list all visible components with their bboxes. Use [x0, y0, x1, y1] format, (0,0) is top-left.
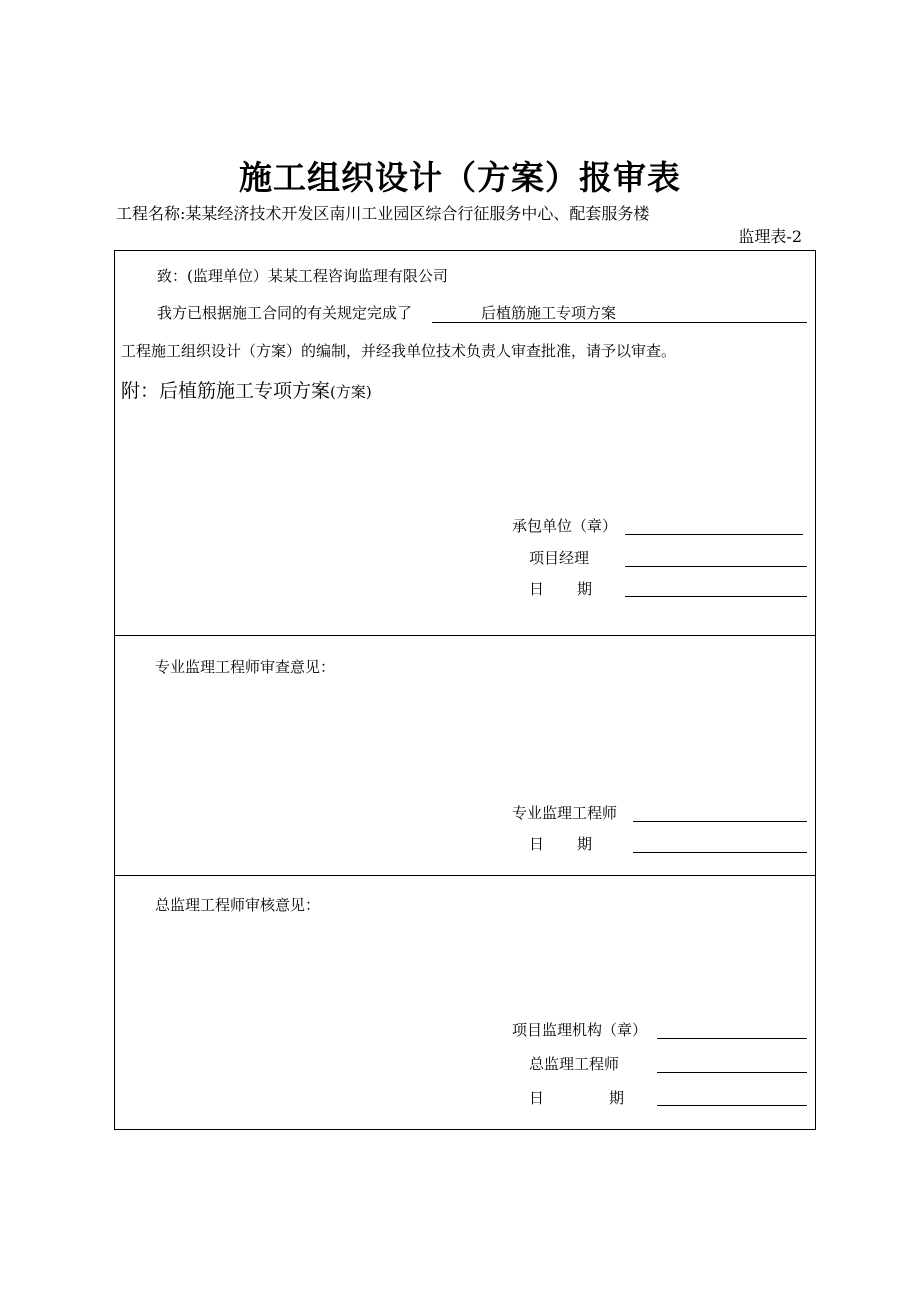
specialist-date-label-2: 期	[577, 835, 593, 853]
specialist-date-line[interactable]	[633, 852, 807, 853]
specialist-engineer-label: 专业监理工程师	[512, 804, 618, 822]
chief-engineer-label: 总监理工程师	[529, 1055, 620, 1073]
supervision-org-seal-line[interactable]	[657, 1038, 807, 1039]
project-name: 工程名称:某某经济技术开发区南川工业园区综合行征服务中心、配套服务楼	[116, 204, 650, 223]
attachment-prefix: 附：	[121, 380, 160, 402]
specialist-review-section	[115, 636, 815, 876]
contractor-date-label-1: 日	[529, 580, 545, 598]
contractor-date-line[interactable]	[625, 596, 807, 597]
project-manager-label: 项目经理	[529, 549, 590, 567]
chief-review-section	[115, 876, 815, 1129]
addressee-line: 致：(监理单位）某某工程咨询监理有限公司	[157, 267, 448, 285]
contractor-seal-label: 承包单位（章）	[512, 517, 618, 535]
specialist-review-heading: 专业监理工程师审查意见：	[155, 658, 336, 676]
compilation-line: 工程施工组织设计（方案）的编制，并经我单位技术负责人审查批准，请予以审查。	[121, 342, 677, 360]
chief-date-label-2: 期	[609, 1089, 625, 1107]
specialist-engineer-line[interactable]	[633, 821, 807, 822]
completion-fill-text: 后植筋施工专项方案	[481, 304, 617, 322]
attachment-suffix: (方案)	[330, 383, 372, 401]
chief-engineer-line[interactable]	[657, 1072, 807, 1073]
attachment-line	[121, 377, 372, 406]
chief-review-heading: 总监理工程师审核意见：	[155, 896, 321, 914]
specialist-date-label-1: 日	[529, 835, 545, 853]
page-title: 施工组织设计（方案）报审表	[239, 158, 681, 197]
approval-form-table	[114, 250, 816, 1130]
completion-line-prefix: 我方已根据施工合同的有关规定完成了	[157, 304, 413, 322]
supervision-org-seal-label: 项目监理机构（章）	[512, 1021, 648, 1039]
contractor-date-label-2: 期	[577, 580, 593, 598]
attachment-name: 后植筋施工专项方案	[159, 380, 331, 402]
contractor-seal-line[interactable]	[625, 534, 803, 535]
form-code: 监理表-2	[738, 227, 802, 246]
project-manager-line[interactable]	[625, 566, 807, 567]
contractor-section	[115, 251, 815, 636]
chief-date-label-1: 日	[529, 1089, 545, 1107]
chief-date-line[interactable]	[657, 1105, 807, 1106]
